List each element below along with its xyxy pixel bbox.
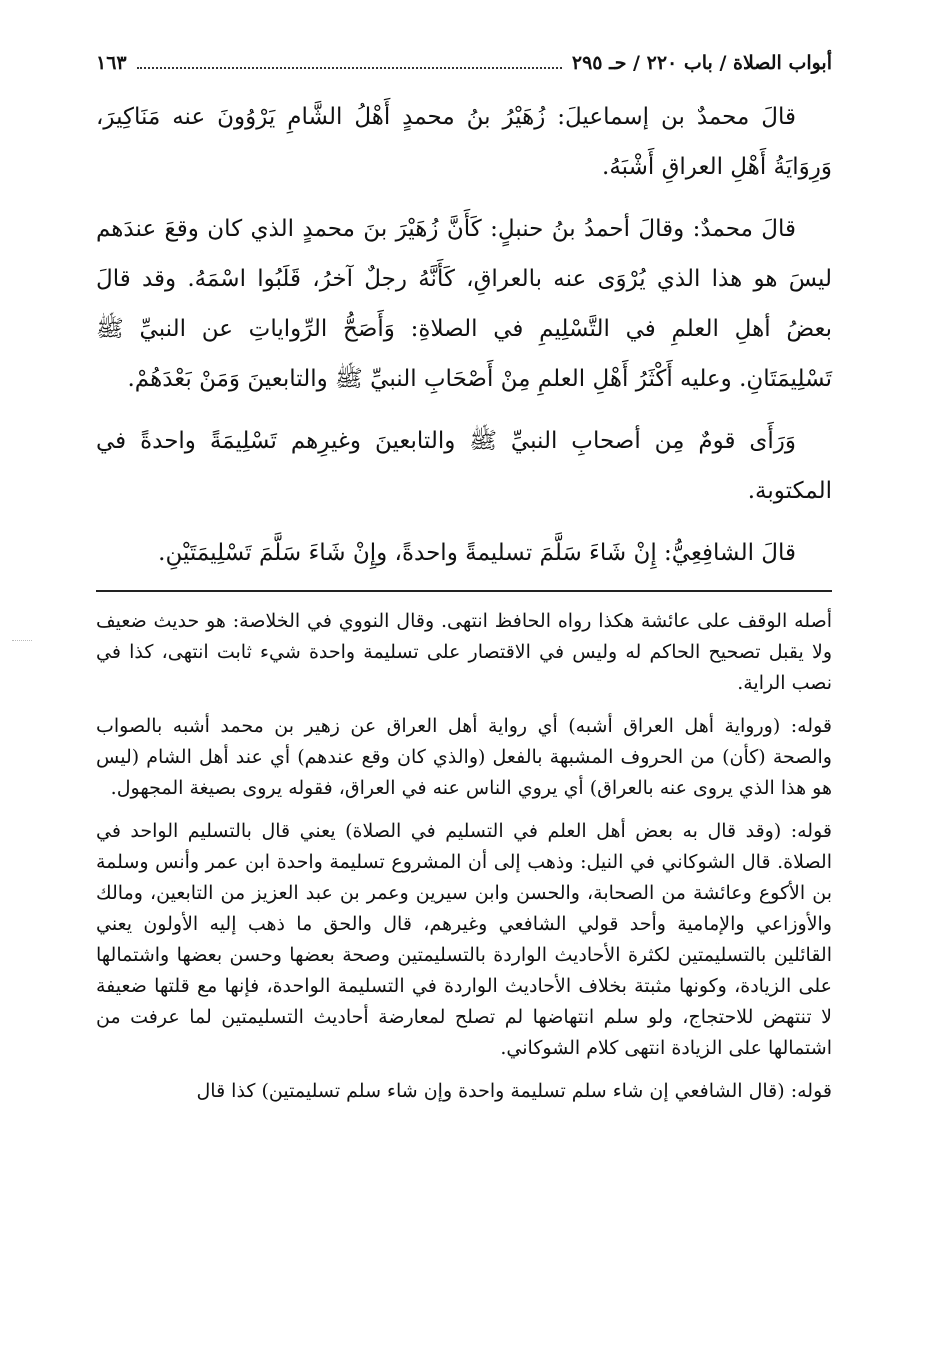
commentary-paragraph: قوله: (ورواية أهل العراق أشبه) أي رواية أهل العراق عن زهير بن محمد أشبه بالصواب والصحة (كأن) من الحروف المشبهة بالفعل (والذي كان وقع عندهم) أي عند أهل الشام (ليس هو هذا الذي يروى عنه بالعراق) أي يروي الناس عنه في العراق، فقوله يروى بصيغة المجهول. [96, 715, 832, 799]
margin-speck [12, 640, 32, 643]
commentary-paragraph: قوله: (وقد قال به بعض أهل العلم في التسليم في الصلاة) يعني قال بالتسليم الواحد في الصلاة. قال الشوكاني في النيل: وذهب إلى أن المشروع تسليمة واحدة ابن عمر وأنس وسلمة بن الأكوع وعائشة من الصحابة، والحسن وابن سيرين وعمر بن عبد العزيز من التابعين، ومالك والأوزاعي والإمامية وأحد قولي الشافعي وغيرهم، قال والحق ما ذهب إليه الأولون يعني القائلين بالتسليمتين لكثرة الأحاديث الواردة بالتسليمتين وصحة بعضها وحسن بعضها واشتمالها على الزيادة، وكونها مثبتة بخلاف الأحاديث الواردة في التسليمة الواحدة، فإنها مع قلتها ضعيفة لا تنتهض للاحتجاج، ولو سلم انتهاضها لم تصلح لمعارضة أحاديث التسليمتين لما عرفت من اشتمالها على الزيادة انتهى كلام الشوكاني. [96, 820, 832, 1059]
book-page [96, 52, 832, 1119]
header-leader-dots [137, 67, 562, 69]
main-text [96, 92, 832, 578]
main-paragraph: قالَ محمدٌ بن إسماعيلَ: زُهَيْرُ بنُ محمدٍ أَهْلُ الشَّامِ يَرْوُونَ عنه مَنَاكِيرَ، وَرِوَايَةُ أَهْلِ العراقِ أَشْبَهُ. [96, 104, 832, 180]
footnote-divider [96, 590, 832, 592]
commentary [96, 606, 832, 1107]
header-title: أبواب الصلاة / باب ٢٢٠ / حـ ٢٩٥ [571, 52, 832, 74]
main-paragraph: قالَ محمدٌ: وقالَ أحمدُ بنُ حنبلٍ: كَأَنَّ زُهَيْرَ بنَ محمدٍ الذي كان وقعَ عندَهم ليسَ هو هذا الذي يُرْوَى عنه بالعراقِ، كَأَنَّهُ رجلٌ آخرُ، قَلَبُوا اسْمَهُ. وقد قالَ بعضُ أهلِ العلمِ في التَّسْلِيمِ في الصلاةِ: وَأَصَحُّ الرِّواياتِ عن النبيِّ ﷺ تَسْلِيمَتَانِ. وعليه أَكْثَرُ أَهْلِ العلمِ مِنْ أَصْحَابِ النبيِّ ﷺ والتابعينَ وَمَنْ بَعْدَهُمْ. [96, 216, 832, 392]
commentary-paragraph: قوله: (قال الشافعي إن شاء سلم تسليمة واحدة وإن شاء سلم تسليمتين) كذا قال [196, 1080, 832, 1102]
running-header [96, 52, 832, 92]
main-paragraph: وَرَأَى قومٌ مِن أصحابِ النبيِّ ﷺ والتابعينَ وغيرِهم تَسْلِيمَةً واحدةً في المكتوبة. [96, 428, 832, 504]
main-paragraph: قالَ الشافِعِيُّ: إِنْ شَاءَ سَلَّمَ تسليمةً واحدةً، وإِنْ شَاءَ سَلَّمَ تَسْلِيمَتَيْنِ. [158, 540, 796, 566]
commentary-paragraph: أصله الوقف على عائشة هكذا رواه الحافظ انتهى. وقال النووي في الخلاصة: هو حديث ضعيف ولا يقبل تصحيح الحاكم له وليس في الاقتصار على تسليمة واحدة شيء ثابت انتهى، كذا في نصب الراية. [96, 610, 832, 694]
page-number: ١٦٣ [96, 52, 127, 74]
